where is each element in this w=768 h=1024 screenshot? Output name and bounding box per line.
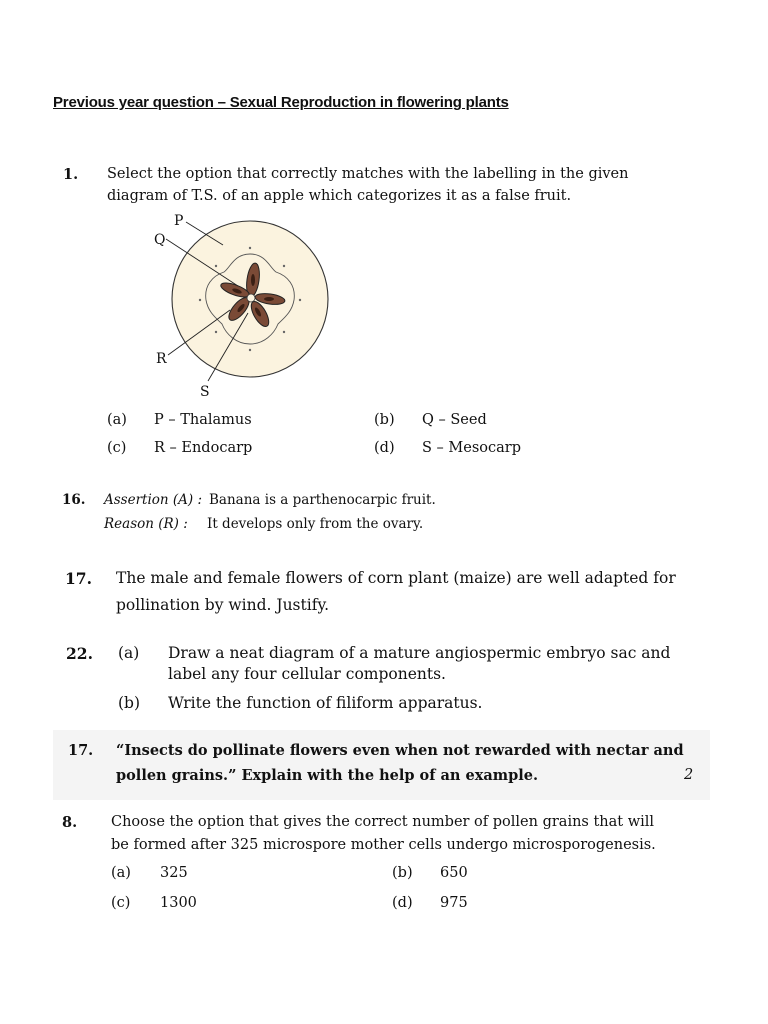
question-text-line-2: pollination by wind. Justify.	[116, 596, 330, 614]
question-number: 17.	[68, 742, 94, 759]
assertion-label: Assertion (A) :	[104, 492, 203, 508]
question-text-line-1: Choose the option that gives the correct number of pollen grains that will	[111, 814, 655, 830]
label-q: Q	[154, 232, 166, 248]
part-a-label: (a)	[118, 644, 140, 662]
question-number: 16.	[62, 492, 86, 508]
option-a-label[interactable]: (a)	[107, 412, 127, 428]
label-s: S	[200, 384, 210, 400]
part-b-label: (b)	[118, 694, 141, 712]
option-a-label[interactable]: (a)	[111, 865, 131, 881]
option-c-text: R – Endocarp	[154, 440, 253, 456]
assertion-text: Banana is a parthenocarpic fruit.	[209, 492, 436, 508]
option-c-label[interactable]: (c)	[111, 895, 131, 911]
page-heading: Previous year question – Sexual Reproduction in flowering plants	[53, 94, 509, 111]
option-b-label[interactable]: (b)	[374, 412, 395, 428]
question-number: 8.	[62, 814, 78, 831]
option-b-label[interactable]: (b)	[392, 865, 413, 881]
part-a-line-2: label any four cellular components.	[168, 665, 446, 683]
option-b-text: Q – Seed	[422, 412, 487, 428]
reason-text: It develops only from the ovary.	[207, 516, 424, 532]
option-c-label[interactable]: (c)	[107, 440, 127, 456]
question-text-line-1: Select the option that correctly matches with the labelling in the given	[107, 166, 629, 182]
question-text-line-1: “Insects do pollinate flowers even when not rewarded with nectar and	[116, 742, 684, 759]
reason-label: Reason (R) :	[104, 516, 188, 532]
question-text-line-1: The male and female flowers of corn plant (maize) are well adapted for	[116, 569, 676, 587]
option-d-text: 975	[440, 895, 468, 911]
label-r: R	[156, 351, 167, 367]
question-number: 22.	[66, 644, 93, 663]
question-text-line-2: be formed after 325 microspore mother cells undergo microsporogenesis.	[111, 837, 656, 853]
question-number: 1.	[63, 166, 79, 183]
part-b-text: Write the function of filiform apparatus.	[168, 694, 483, 712]
option-a-text: 325	[160, 865, 188, 881]
question-text-line-2: pollen grains.” Explain with the help of an example.	[116, 767, 539, 784]
question-17-box	[53, 730, 710, 800]
marks: 2	[684, 767, 694, 783]
apple-ts-diagram	[138, 208, 338, 403]
option-d-text: S – Mesocarp	[422, 440, 521, 456]
question-text-line-2: diagram of T.S. of an apple which categorizes it as a false fruit.	[107, 188, 572, 204]
question-number: 17.	[65, 569, 92, 588]
option-b-text: 650	[440, 865, 468, 881]
option-d-label[interactable]: (d)	[392, 895, 413, 911]
label-p: P	[174, 213, 184, 229]
option-d-label[interactable]: (d)	[374, 440, 395, 456]
option-c-text: 1300	[160, 895, 197, 911]
part-a-line-1: Draw a neat diagram of a mature angiospermic embryo sac and	[168, 644, 671, 662]
option-a-text: P – Thalamus	[154, 412, 252, 428]
